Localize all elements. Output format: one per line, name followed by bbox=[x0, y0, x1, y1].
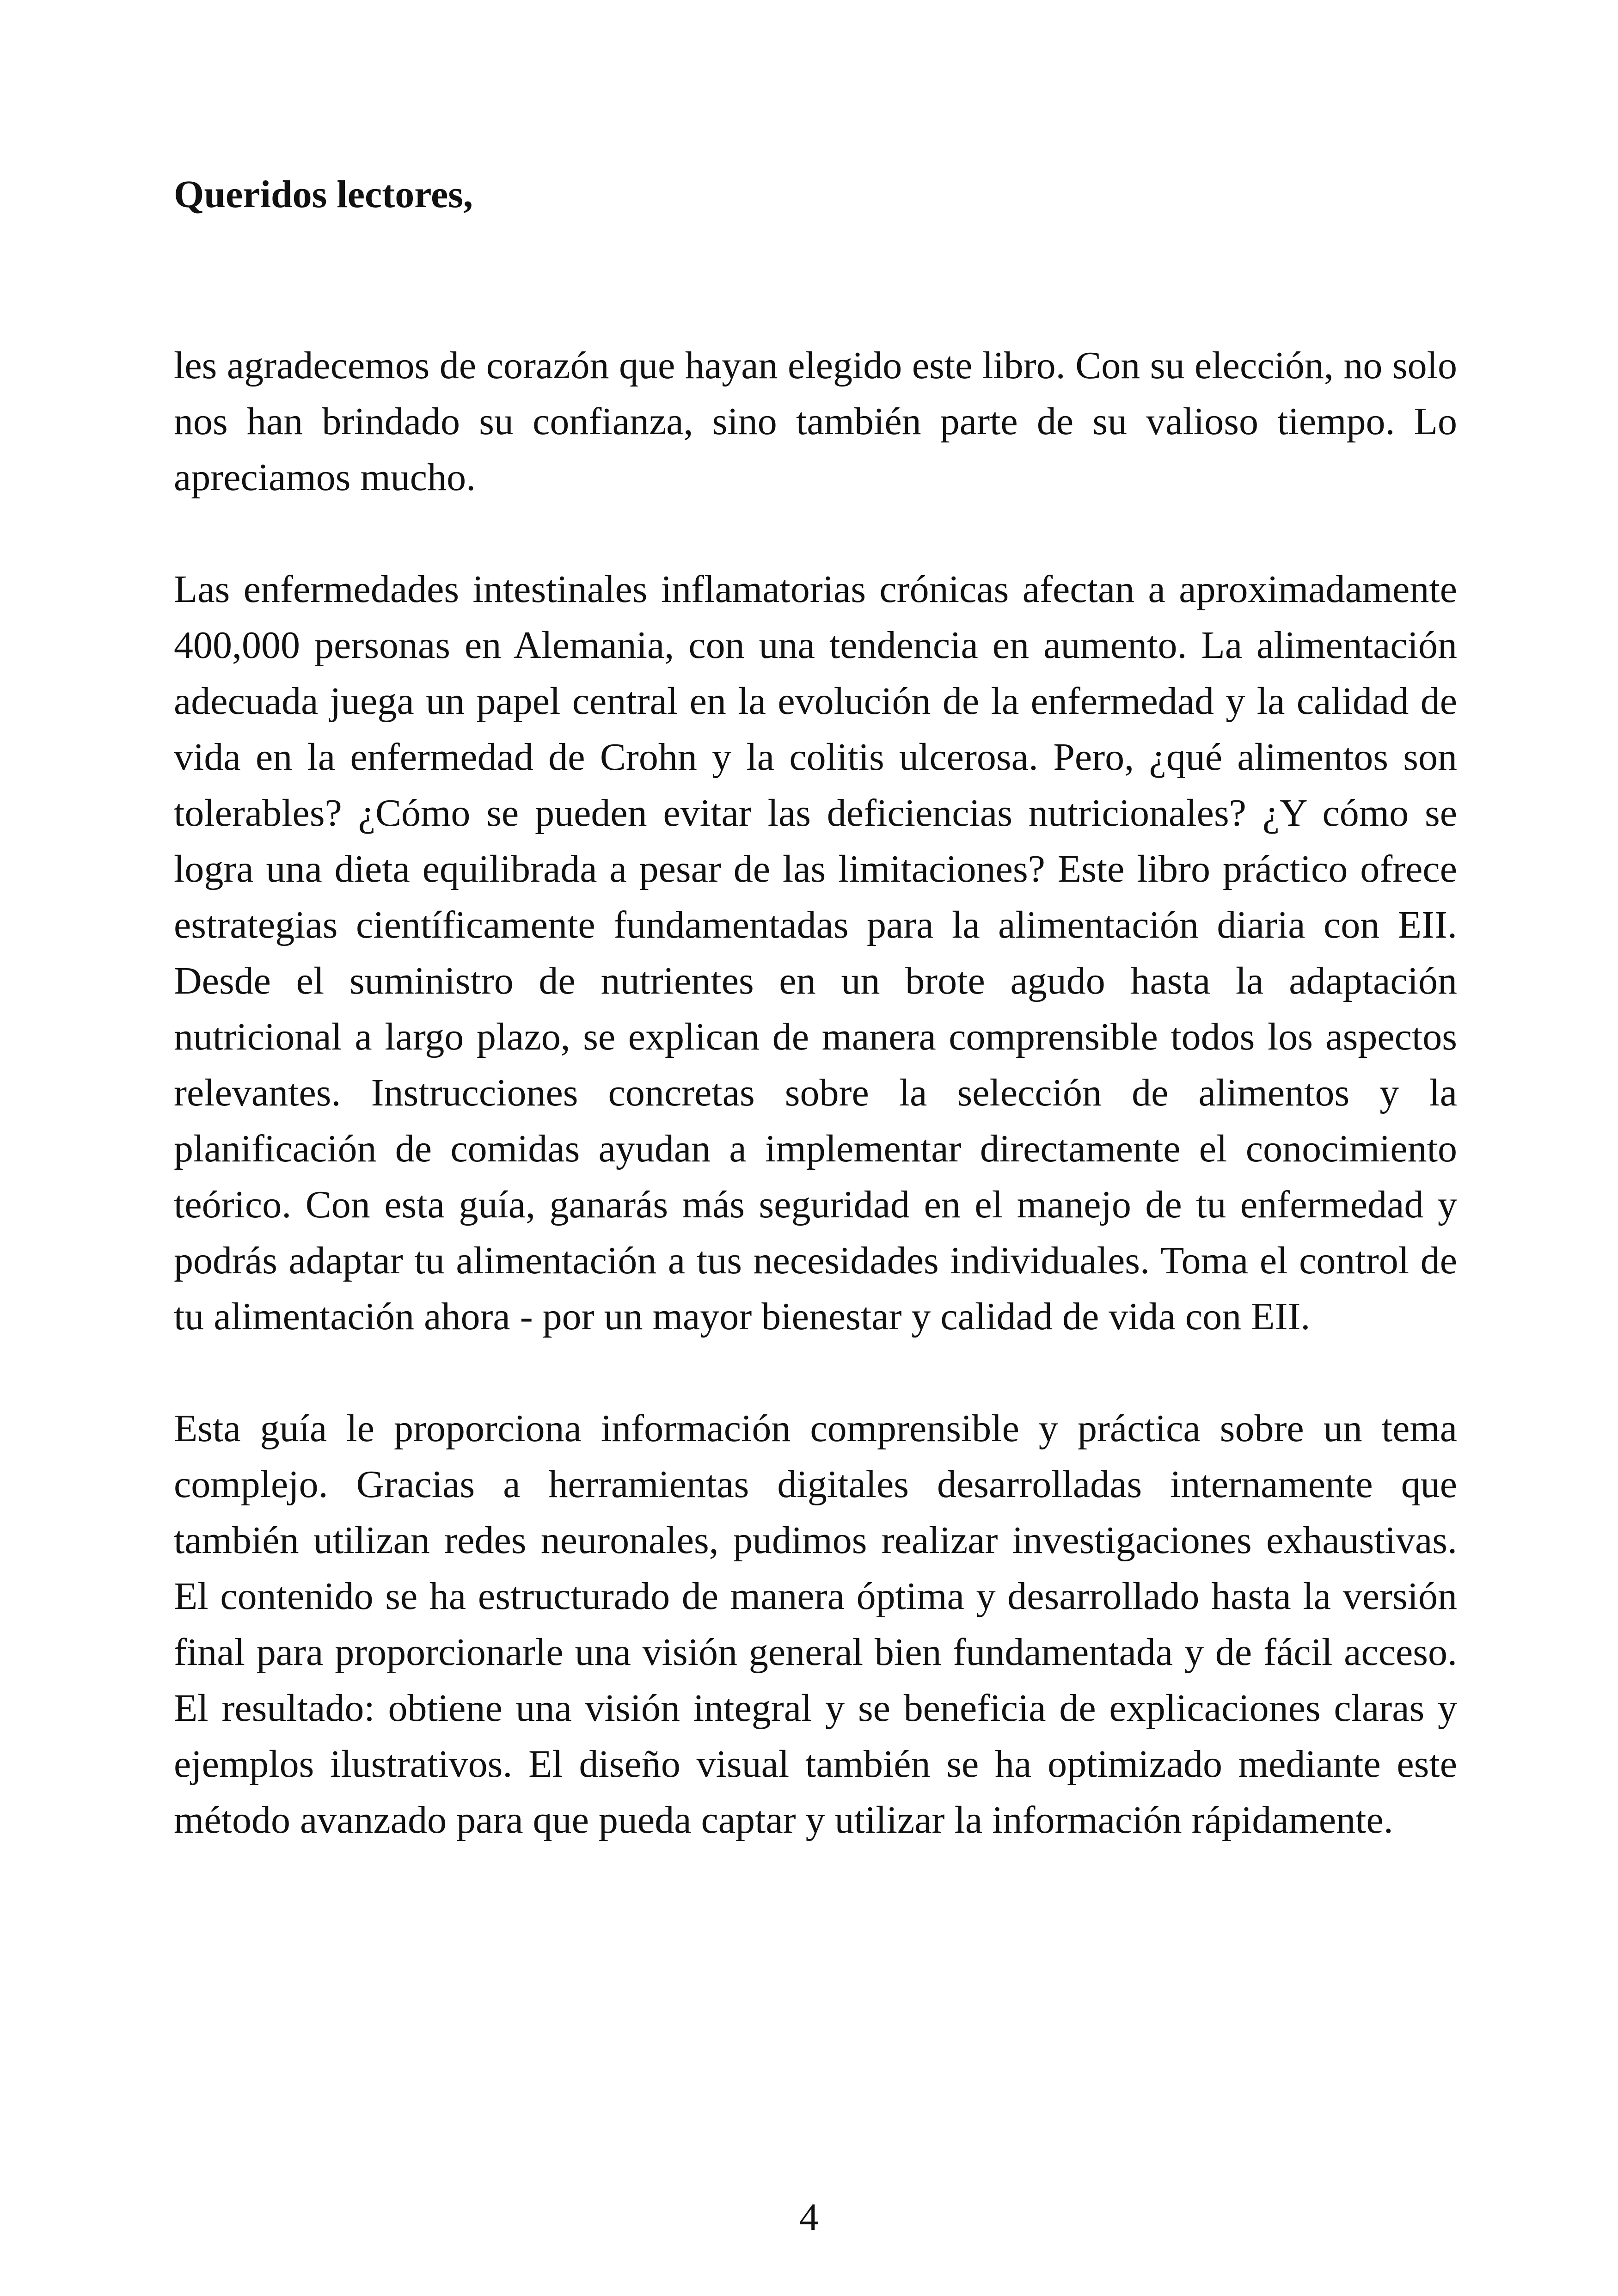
page-number: 4 bbox=[799, 2196, 819, 2239]
paragraph-thanks: les agradecemos de corazón que hayan elegido este libro. Con su elección, no solo nos han brindado su confianza, sino también parte de su valioso tiempo. Lo apreciamos mucho. bbox=[174, 344, 1457, 499]
paragraph-book-overview: Las enfermedades intestinales inflamatorias crónicas afectan a aproximadamente 400,000 personas en Alemania, con una tendencia en aumento. La alimentación adecuada juega un papel central en la evolución de la enfermedad y la calidad de vida en la enfermedad de Crohn y la colitis ulcerosa. Pero, ¿qué alimentos son tolerables? ¿Cómo se pueden evitar las deficiencias nutricionales? ¿Y cómo se logra una dieta equilibrada a pesar de las limitaciones? Este libro práctico ofrece estrategias científicamente fundamentadas para la alimentación diaria con EII. Desde el suministro de nutrientes en un brote agudo hasta la adaptación nutricional a largo plazo, se explican de manera comprensible todos los aspectos relevantes. Instrucciones concretas sobre la selección de alimentos y la planificación de comidas ayudan a implementar directamente el conocimiento teórico. Con esta guía, ganarás más seguridad en el manejo de tu enfermedad y podrás adaptar tu alimentación a tus necesidades individuales. Toma el control de tu alimentación ahora - por un mayor bienestar y calidad de vida con EII. bbox=[174, 568, 1457, 1338]
salutation-heading: Queridos lectores, bbox=[174, 173, 473, 216]
body-text bbox=[174, 338, 1457, 1904]
paragraph-methodology: Esta guía le proporciona información comprensible y práctica sobre un tema complejo. Gracias a herramientas digitales desarrolladas internamente que también utilizan redes neuronales, pudimos realizar investigaciones exhaustivas. El contenido se ha estructurado de manera óptima y desarrollado hasta la versión final para proporcionarle una visión general bien fundamentada y de fácil acceso. El resultado: obtiene una visión integral y se beneficia de explicaciones claras y ejemplos ilustrativos. El diseño visual también se ha optimizado mediante este método avanzado para que pueda captar y utilizar la información rápidamente. bbox=[174, 1407, 1457, 1842]
